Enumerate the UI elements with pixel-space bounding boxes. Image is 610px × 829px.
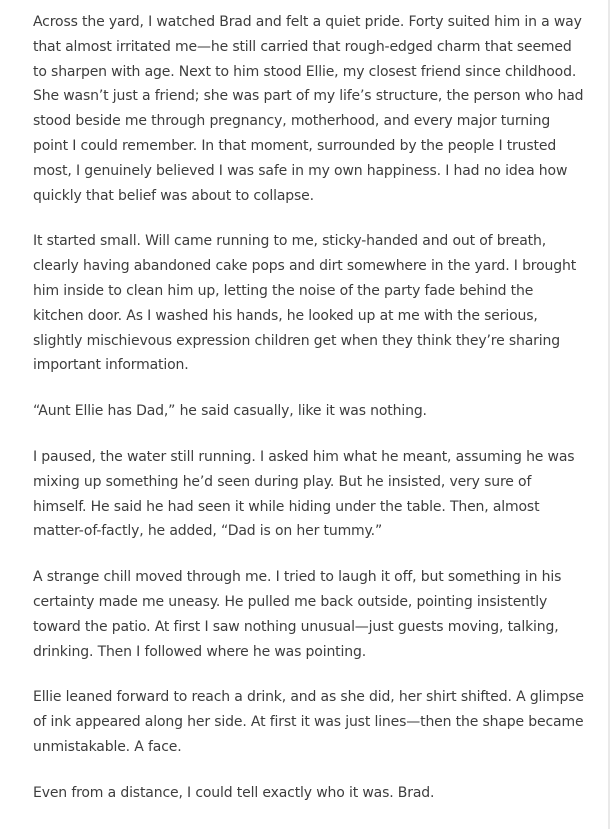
- paragraph: Even from a distance, I could tell exactly who it was. Brad.: [33, 784, 435, 801]
- article-body: [33, 10, 585, 827]
- paragraph: I paused, the water still running. I asked him what he meant, assuming he was mixing up something he’d seen during play. But he insisted, very sure of himself. He said he had seen it while hiding under the table. Then, almost matter-of-factly, he added, “Dad is on her tummy.”: [33, 448, 575, 540]
- paragraph: “Aunt Ellie has Dad,” he said casually, like it was nothing.: [33, 403, 427, 420]
- paragraph: Across the yard, I watched Brad and felt a quiet pride. Forty suited him in a way that almost irritated me—he still carried that rough-edged charm that seemed to sharpen with age. Next to him stood Ellie, my closest friend since childhood. She wasn’t just a friend; she was part of my life’s structure, the person who had stood beside me through pregnancy, motherhood, and every major turning point I could remember. In that moment, surrounded by the people I trusted most, I genuinely believed I was safe in my own happiness. I had no idea how quickly that belief was about to collapse.: [33, 14, 584, 204]
- paragraph: It started small. Will came running to me, sticky-handed and out of breath, clearly having abandoned cake pops and dirt somewhere in the yard. I brought him inside to clean him up, letting the noise of the party fade behind the kitchen door. As I washed his hands, he looked up at me with the serious, slightly mischievous expression children get when they think they’re sharing important information.: [33, 233, 577, 374]
- paragraph: Ellie leaned forward to reach a drink, and as she did, her shirt shifted. A glimpse of ink appeared along her side. At first it was just lines—then the shape became unmistakable. A face.: [33, 689, 584, 755]
- paragraph: A strange chill moved through me. I tried to laugh it off, but something in his certainty made me uneasy. He pulled me back outside, pointing insistently toward the patio. At first I saw nothing unusual—just guests moving, talking, drinking. Then I followed where he was pointing.: [33, 569, 562, 660]
